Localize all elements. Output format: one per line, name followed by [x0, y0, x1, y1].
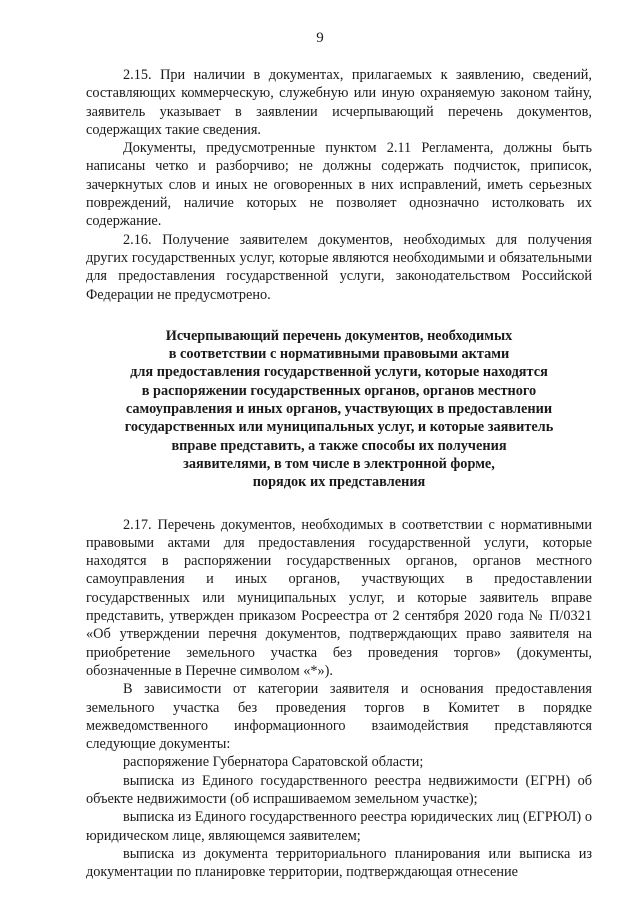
- heading-line: порядок их представления: [252, 474, 426, 491]
- list-item: выписка из документа территориального планирования или выписка из документации по планировке территории, подтверждающая отнесение: [86, 845, 592, 881]
- paragraph-2-15: 2.15. При наличии в документах, прилагаемых к заявлению, сведений, составляющих коммерческую, служебную или иную охраняемую законом тайну, заявитель указывает в заявлении исчерпывающий перечень документов, содержащих такие сведения.: [86, 67, 592, 138]
- heading-line: заявителями, в том числе в электронной форме,: [183, 455, 495, 472]
- paragraph-documents-requirements: Документы, предусмотренные пунктом 2.11 Регламента, должны быть написаны четко и разборчиво; не должны содержать подчисток, приписок, зачеркнутых слов и иных не оговоренных в них исправлений, иметь серьезных повреждений, наличие которых не позволяет однозначно истолковать их содержание.: [86, 140, 592, 230]
- paragraph-2-17: 2.17. Перечень документов, необходимых в соответствии с нормативными правовыми актами для предоставления государственной услуги, которые находятся в распоряжении государственных органов, органов местного самоуправления и иных органов, участвующих в предоставлении государственных или муниципальных услуг, и которые заявитель вправе представить, утвержден приказом Росреестра от 2 сентября 2020 года № П/0321 «Об утверждении перечня документов, подтверждающих право заявителя на приобретение земельного участка без проведения торгов» (документы, обозначенные в Перечне символом «*»).: [86, 516, 592, 679]
- heading-line: самоуправления и иных органов, участвующих в предоставлении: [125, 401, 553, 418]
- document-body: [86, 66, 592, 881]
- heading-line: для предоставления государственной услуги, которые находятся: [130, 364, 548, 381]
- heading-line: в распоряжении государственных органов, органов местного: [141, 382, 537, 399]
- paragraph-interagency: В зависимости от категории заявителя и основания предоставления земельного участка без проведения торгов в Комитет в порядке межведомственного информационного взаимодействия представляются следующие документы:: [86, 681, 592, 753]
- list-item: выписка из Единого государственного реестра недвижимости (ЕГРН) об объекте недвижимости (об испрашиваемом земельном участке);: [86, 772, 592, 807]
- heading-line: в соответствии с нормативными правовыми актами: [168, 346, 510, 363]
- heading-line: вправе представить, а также способы их получения: [171, 437, 507, 454]
- list-item: выписка из Единого государственного реестра юридических лиц (ЕГРЮЛ) о юридическом лице, являющемся заявителем;: [86, 809, 592, 844]
- paragraph-2-16: 2.16. Получение заявителем документов, необходимых для получения других государственных услуг, которые являются необходимыми и обязательными для предоставления государственной услуги, законодательством Российской Федерации не предусмотрено.: [86, 231, 592, 303]
- section-heading: [86, 327, 592, 492]
- heading-line: государственных или муниципальных услуг, и которые заявитель: [124, 419, 554, 436]
- page-number: 9: [316, 30, 324, 46]
- heading-line: Исчерпывающий перечень документов, необходимых: [165, 327, 513, 344]
- list-item: распоряжение Губернатора Саратовской области;: [123, 754, 424, 771]
